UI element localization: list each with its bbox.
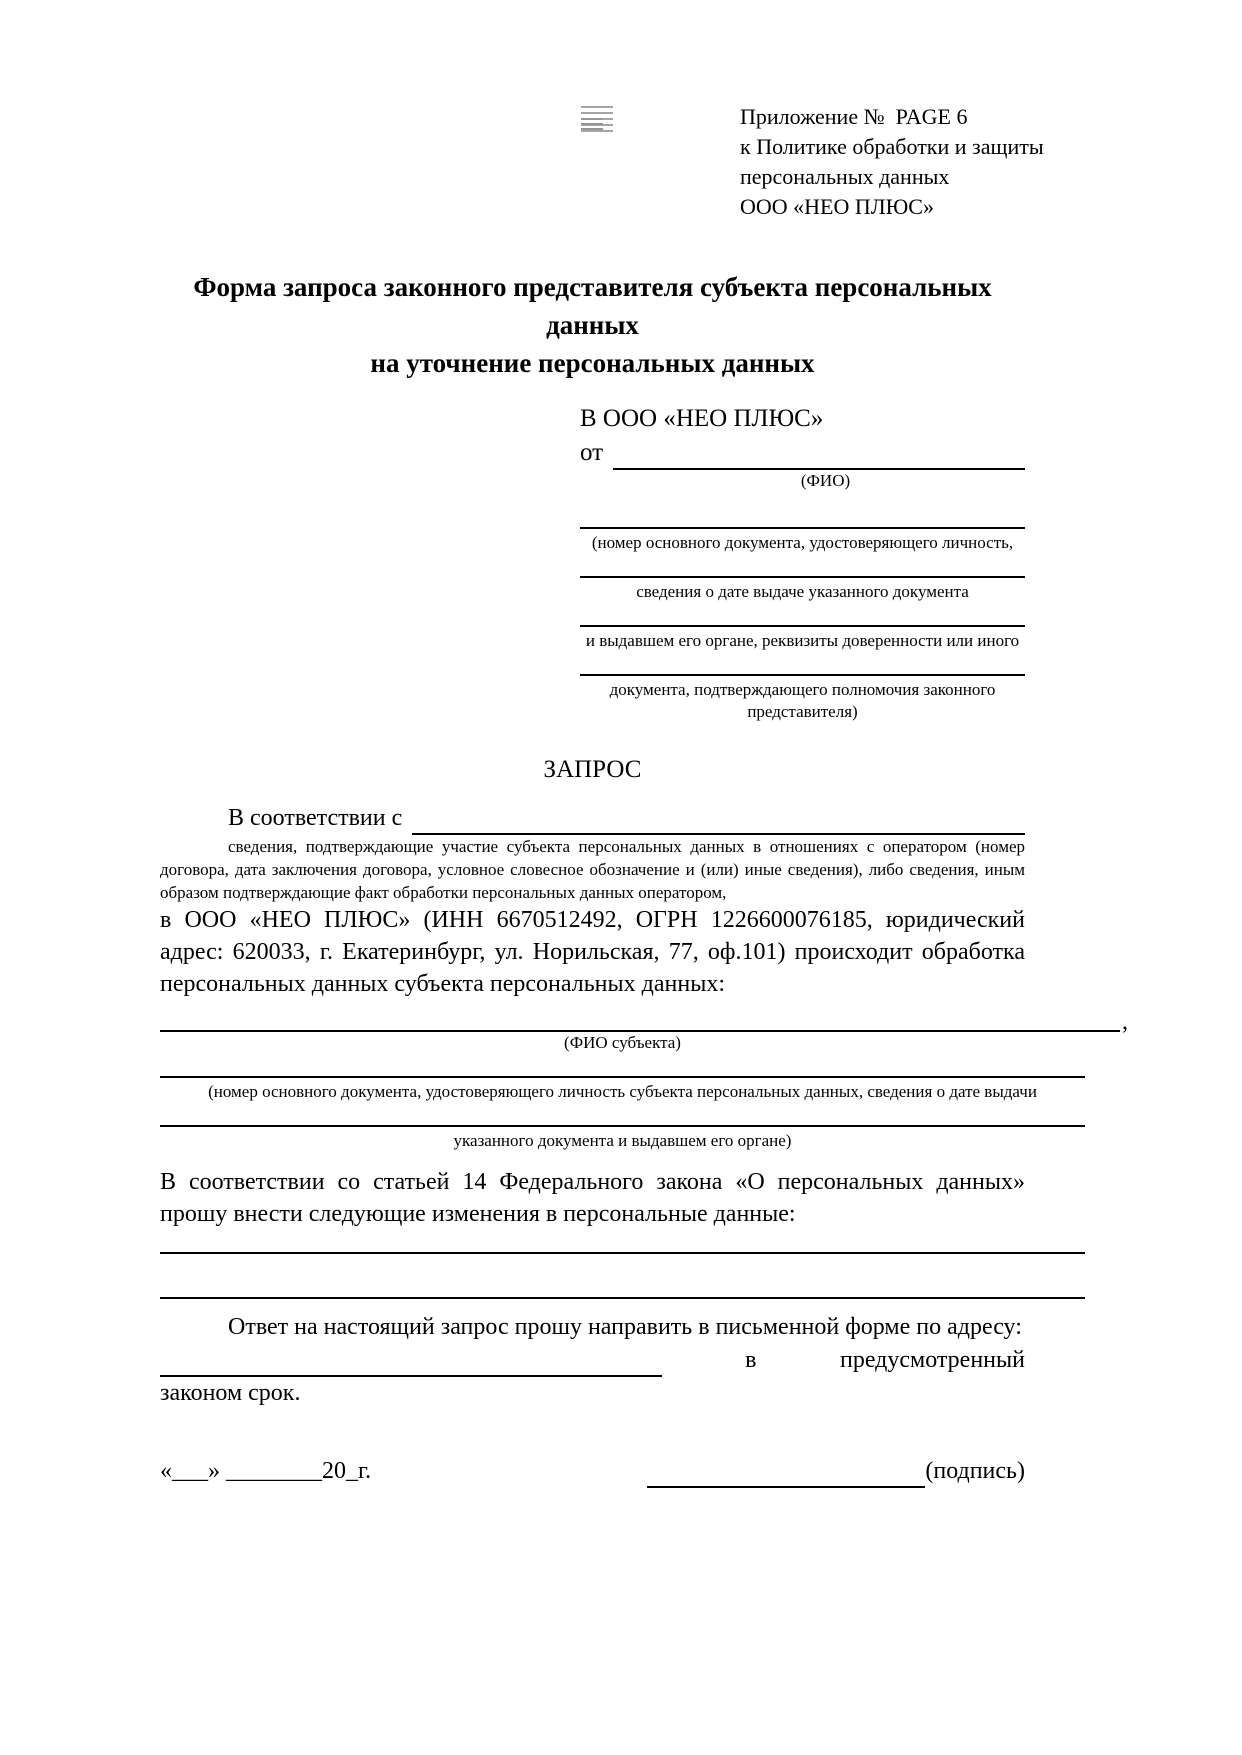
representative-doc-line-3[interactable] — [580, 617, 1025, 627]
response-address-row — [160, 1344, 1085, 1377]
representative-doc-caption-1: (номер основного документа, удостоверяющего личность, — [591, 533, 1014, 552]
subject-doc-row-2 — [160, 1113, 1085, 1152]
subject-fio-comma: , — [1122, 1009, 1128, 1035]
signature-group — [647, 1455, 1025, 1488]
signature-row — [160, 1455, 1085, 1488]
response-intro: Ответ на настоящий запрос прошу направить в письменной форме по адресу: — [228, 1314, 1022, 1340]
subject-fio-line[interactable] — [160, 1018, 1120, 1032]
representative-doc-caption-4: документа, подтверждающего полномочия законного представителя) — [609, 680, 996, 721]
company-name: ООО «НЕО ПЛЮС» — [740, 194, 934, 219]
from-row — [580, 436, 1025, 470]
addressee-company: В ООО «НЕО ПЛЮС» — [580, 405, 824, 432]
subject-doc-line-1[interactable] — [160, 1064, 1085, 1078]
operator-paragraph: в ООО «НЕО ПЛЮС» (ИНН 6670512492, ОГРН 1226600076185, юридический адрес: 620033, г. Екатеринбург, ул. Норильская, 77, оф.101) происходит обработка персональных данных субъекта персональных данных: — [160, 907, 1025, 997]
response-term-word: предусмотренный — [839, 1347, 1025, 1373]
from-label: от — [580, 439, 604, 466]
addressee-block — [580, 402, 1025, 723]
subject-doc-line-2[interactable] — [160, 1113, 1085, 1127]
basis-prefix: В соответствии с — [228, 805, 403, 831]
representative-doc-row-4 — [580, 666, 1025, 723]
basis-row — [160, 801, 1085, 835]
document-title-line-1: Форма запроса законного представителя субъекта персональных данных — [193, 272, 992, 340]
changes-line-2[interactable] — [160, 1297, 1085, 1299]
request-heading: ЗАПРОС — [543, 756, 642, 783]
policy-line-1: к Политике обработки и защиты — [740, 134, 1044, 159]
representative-doc-row-2 — [580, 568, 1025, 603]
changes-line-1[interactable] — [160, 1252, 1085, 1254]
basis-line[interactable] — [412, 805, 1025, 835]
representative-doc-row-3 — [580, 617, 1025, 652]
law-paragraph: В соответствии со статьей 14 Федерального закона «О персональных данных» прошу внести следующие изменения в персональные данные: — [160, 1169, 1025, 1227]
representative-name-line[interactable] — [613, 440, 1025, 470]
subject-fio-row — [160, 1009, 1128, 1035]
date-blank[interactable]: «___» ________20_г. — [160, 1458, 372, 1484]
response-address-line[interactable] — [160, 1351, 662, 1377]
subject-fio-caption: (ФИО субъекта) — [564, 1033, 681, 1052]
appendix-number-line: Приложение № PAGE 6 — [740, 104, 968, 129]
subject-doc-caption-1: (номер основного документа, удостоверяющего личность субъекта персональных данных, сведения о дате выдачи — [208, 1082, 1037, 1101]
basis-fine-print: сведения, подтверждающие участие субъекта персональных данных в отношениях с оператором (номер договора, дата заключения договора, условное словесное обозначение и (или) иные сведения), либо сведения, иным образом подтверждающие факт обработки персональных данных оператором, — [160, 837, 1025, 902]
subject-doc-caption-2: указанного документа и выдавшем его органе) — [453, 1131, 792, 1150]
appendix-header — [740, 102, 1085, 222]
representative-doc-line-2[interactable] — [580, 568, 1025, 578]
representative-doc-line-1[interactable] — [580, 519, 1025, 529]
response-in-word: в — [745, 1347, 757, 1373]
signature-caption: (подпись) — [925, 1458, 1025, 1484]
policy-line-2: персональных данных — [740, 164, 950, 189]
response-closing: законом срок. — [160, 1380, 301, 1406]
signature-line[interactable] — [647, 1462, 925, 1488]
representative-doc-caption-3: и выдавшем его органе, реквизиты доверенности или иного — [585, 631, 1020, 650]
representative-doc-line-4[interactable] — [580, 666, 1025, 676]
document-title-line-2: на уточнение персональных данных — [370, 348, 815, 378]
document-title — [160, 268, 1085, 382]
representative-doc-caption-2: сведения о дате выдаче указанного документа — [636, 582, 969, 601]
fio-caption: (ФИО) — [800, 471, 851, 490]
representative-doc-row-1 — [580, 519, 1025, 554]
subject-doc-row-1 — [160, 1064, 1085, 1103]
